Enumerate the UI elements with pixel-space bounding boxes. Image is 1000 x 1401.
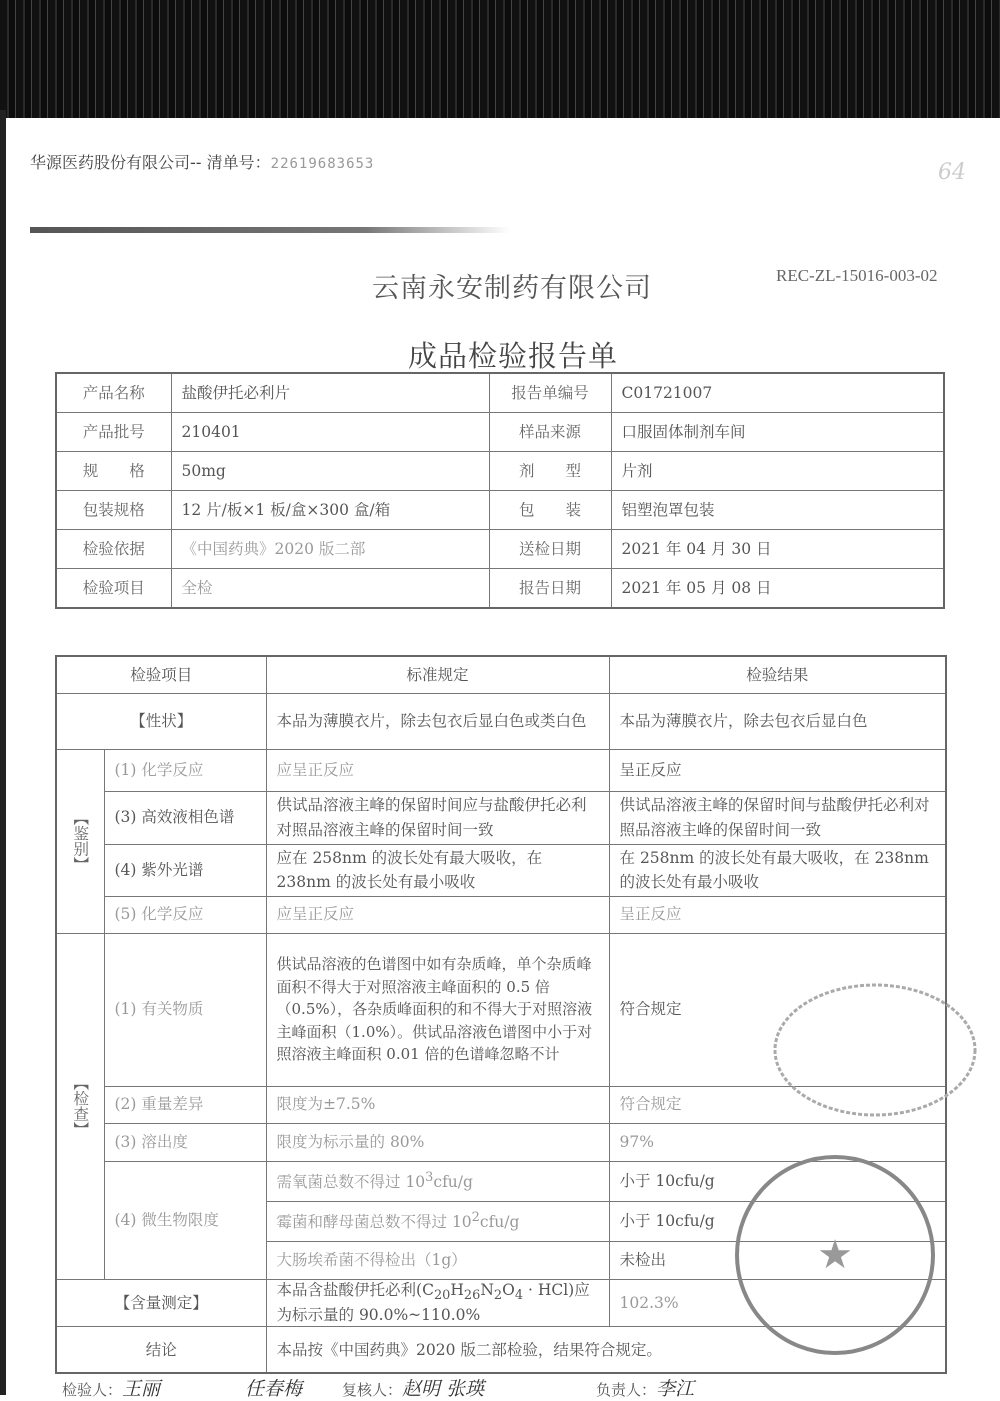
formula-sub: 20 bbox=[433, 1287, 451, 1303]
responsible-signature bbox=[596, 1374, 694, 1401]
standard-text: 霉菌和酵母菌总数不得过 10 bbox=[276, 1213, 472, 1232]
formula-el: N bbox=[480, 1280, 494, 1299]
reviewer-label: 复核人： bbox=[342, 1381, 403, 1399]
form-code: REC-ZL-15016-003-02 bbox=[776, 266, 938, 285]
info-value: 50mg bbox=[171, 452, 489, 491]
formula-el: O bbox=[502, 1280, 515, 1299]
info-value: 口服固体制剂车间 bbox=[611, 413, 944, 452]
standard: 本品为薄膜衣片，除去包衣后显白色或类白色 bbox=[266, 693, 609, 749]
info-label: 检验项目 bbox=[56, 569, 171, 609]
item: (4) 紫外光谱 bbox=[104, 844, 266, 896]
unit: cfu/g bbox=[433, 1173, 473, 1192]
info-label: 报告日期 bbox=[489, 569, 611, 609]
group-inspection: 【检查】 bbox=[56, 933, 104, 1279]
company-stamp bbox=[730, 1150, 940, 1360]
standard: 限度为±7.5% bbox=[266, 1086, 609, 1123]
formula-sub: 4 bbox=[514, 1287, 524, 1303]
table-row bbox=[56, 844, 946, 896]
standard: 限度为标示量的 80% bbox=[266, 1123, 609, 1161]
standard: 供试品溶液主峰的保留时间应与盐酸伊托必利对照品溶液主峰的保留时间一致 bbox=[266, 791, 609, 844]
info-label: 产品批号 bbox=[56, 413, 171, 452]
stamp-star: ★ bbox=[817, 1232, 853, 1278]
standard bbox=[266, 1201, 609, 1241]
info-value: 盐酸伊托必利片 bbox=[171, 373, 489, 413]
standard: 应呈正反应 bbox=[266, 749, 609, 791]
inspector-label: 检验人： bbox=[62, 1381, 123, 1399]
company-name: 云南永安制药有限公司 bbox=[372, 273, 652, 304]
item: (5) 化学反应 bbox=[104, 896, 266, 933]
fax-header bbox=[30, 150, 374, 173]
formula-el: H bbox=[450, 1280, 464, 1299]
table-row bbox=[56, 896, 946, 933]
page-mark: 64 bbox=[938, 160, 966, 185]
document-title: 成品检验报告单 bbox=[408, 339, 619, 373]
info-value: 铝塑泡罩包装 bbox=[611, 491, 944, 530]
info-label: 送检日期 bbox=[489, 530, 611, 569]
group-identification: 【鉴别】 bbox=[56, 749, 104, 933]
item-conclusion: 结论 bbox=[56, 1327, 266, 1373]
header-company: 华源医药股份有限公司-- 清单号： bbox=[30, 153, 271, 172]
result: 符合规定 bbox=[609, 1086, 946, 1123]
conclusion-text: 本品按《中国药典》2020 版二部检验，结果符合规定。 bbox=[266, 1327, 946, 1373]
result: 102.3% bbox=[609, 1279, 946, 1327]
reviewer-signature bbox=[342, 1374, 484, 1401]
info-value: 210401 bbox=[171, 413, 489, 452]
result: 呈正反应 bbox=[609, 749, 946, 791]
qa-stamp bbox=[770, 980, 985, 1125]
info-label: 规 格 bbox=[56, 452, 171, 491]
item: (1) 有关物质 bbox=[104, 933, 266, 1086]
result: 呈正反应 bbox=[609, 896, 946, 933]
responsible-name: 李江 bbox=[656, 1378, 695, 1400]
unit: cfu/g bbox=[479, 1213, 520, 1232]
info-row bbox=[56, 413, 944, 452]
scan-edge bbox=[0, 0, 1000, 122]
result: 未检出 bbox=[609, 1241, 946, 1279]
reviewer-name: 赵明 张瑛 bbox=[402, 1378, 485, 1400]
info-row bbox=[56, 491, 944, 530]
info-label: 样品来源 bbox=[489, 413, 611, 452]
divider bbox=[30, 227, 510, 233]
item: (2) 重量差异 bbox=[104, 1086, 266, 1123]
result: 符合规定 bbox=[609, 933, 946, 1086]
info-value: 2021 年 05 月 08 日 bbox=[611, 569, 944, 609]
standard: 应呈正反应 bbox=[266, 896, 609, 933]
formula-sub: 2 bbox=[493, 1287, 503, 1303]
info-label: 产品名称 bbox=[56, 373, 171, 413]
header-standard: 标准规定 bbox=[266, 656, 609, 693]
result: 小于 10cfu/g bbox=[609, 1161, 946, 1201]
result: 本品为薄膜衣片，除去包衣后显白色 bbox=[609, 693, 946, 749]
inspector-name: 王丽 bbox=[122, 1378, 161, 1400]
info-label: 包 装 bbox=[489, 491, 611, 530]
header-result: 检验结果 bbox=[609, 656, 946, 693]
exponent: 2 bbox=[471, 1209, 480, 1225]
standard-text: 需氧菌总数不得过 10 bbox=[276, 1173, 426, 1192]
info-value: 12 片/板×1 板/盒×300 盒/箱 bbox=[171, 491, 489, 530]
standard-text: 本品含盐酸伊托必利(C bbox=[276, 1280, 434, 1299]
item-appearance: 【性状】 bbox=[56, 693, 266, 749]
result: 在 258nm 的波长处有最大吸收，在 238nm 的波长处有最小吸收 bbox=[609, 844, 946, 896]
info-label: 报告单编号 bbox=[489, 373, 611, 413]
info-row bbox=[56, 452, 944, 491]
standard: 应在 258nm 的波长处有最大吸收，在 238nm 的波长处有最小吸收 bbox=[266, 844, 609, 896]
info-value: C01721007 bbox=[611, 373, 944, 413]
responsible-label: 负责人： bbox=[596, 1381, 657, 1399]
table-row bbox=[56, 749, 946, 791]
info-value: 2021 年 04 月 30 日 bbox=[611, 530, 944, 569]
list-number: 22619683653 bbox=[270, 156, 375, 172]
info-value: 片剂 bbox=[611, 452, 944, 491]
inspector2-name: 任春梅 bbox=[245, 1378, 303, 1400]
info-row bbox=[56, 569, 944, 609]
exponent: 3 bbox=[425, 1169, 434, 1185]
result: 97% bbox=[609, 1123, 946, 1161]
result: 供试品溶液主峰的保留时间与盐酸伊托必利对照品溶液主峰的保留时间一致 bbox=[609, 791, 946, 844]
product-info-table bbox=[55, 372, 945, 609]
result: 小于 10cfu/g bbox=[609, 1201, 946, 1241]
header-item: 检验项目 bbox=[56, 656, 266, 693]
table-row bbox=[56, 791, 946, 844]
standard: 大肠埃希菌不得检出（1g） bbox=[266, 1241, 609, 1279]
info-value: 《中国药典》2020 版二部 bbox=[171, 530, 489, 569]
inspector2-signature bbox=[245, 1374, 302, 1401]
inspector-signature bbox=[62, 1374, 160, 1401]
standard: 供试品溶液的色谱图中如有杂质峰，单个杂质峰面积不得大于对照溶液主峰面积的 0.5 倍（0.5%），各杂质峰面积的和不得大于对照溶液主峰面积（1.0%）。供试品溶液色谱图中小于对照溶液主峰面积 0.01 倍的色谱峰忽略不计 bbox=[266, 933, 609, 1086]
item: (1) 化学反应 bbox=[104, 749, 266, 791]
stamp-ring bbox=[775, 985, 975, 1115]
item: (3) 高效液相色谱 bbox=[104, 791, 266, 844]
item-assay: 【含量测定】 bbox=[56, 1279, 266, 1327]
info-row bbox=[56, 530, 944, 569]
info-label: 剂 型 bbox=[489, 452, 611, 491]
info-label: 包装规格 bbox=[56, 491, 171, 530]
standard bbox=[266, 1279, 609, 1327]
formula-sub: 26 bbox=[463, 1287, 481, 1303]
standard-text: · HCl)应为标示量的 90.0%~110.0% bbox=[276, 1280, 590, 1324]
item: (3) 溶出度 bbox=[104, 1123, 266, 1161]
table-header-row bbox=[56, 656, 946, 693]
standard bbox=[266, 1161, 609, 1201]
info-value: 全检 bbox=[171, 569, 489, 609]
info-row bbox=[56, 373, 944, 413]
table-row bbox=[56, 693, 946, 749]
item: (4) 微生物限度 bbox=[104, 1161, 266, 1279]
info-label: 检验依据 bbox=[56, 530, 171, 569]
